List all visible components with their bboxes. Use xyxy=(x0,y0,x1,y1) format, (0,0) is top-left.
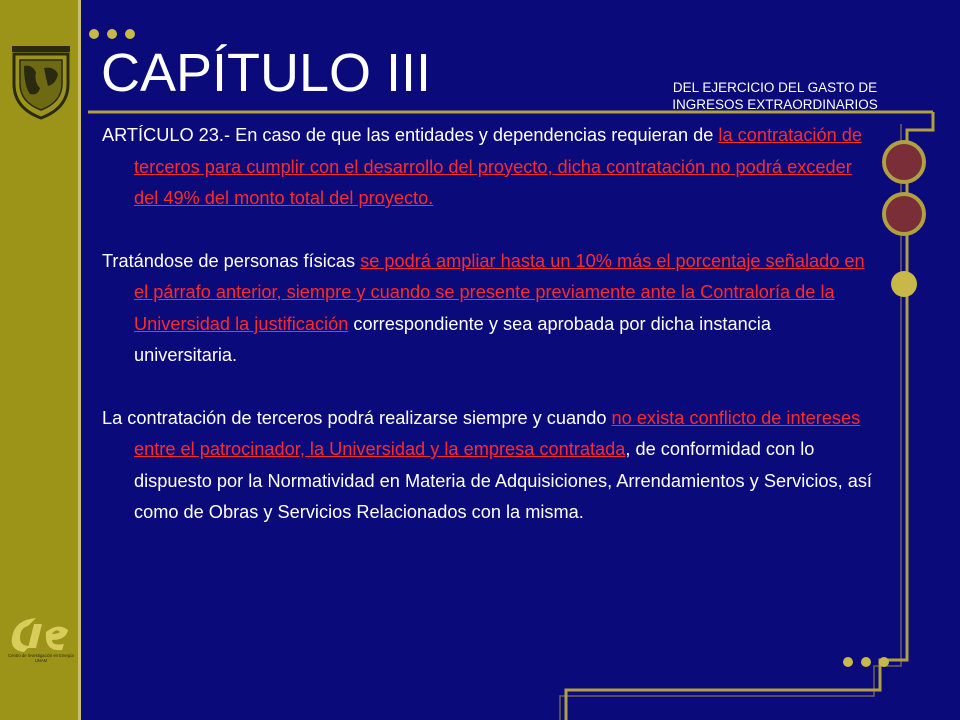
decorative-dot xyxy=(891,271,917,297)
subtitle-line: DEL EJERCICIO DEL GASTO DE xyxy=(672,80,878,95)
decorative-dot xyxy=(843,657,853,667)
paragraph-text: La contratación de terceros podrá realizarse siempre y cuando xyxy=(102,407,612,428)
decorative-circle xyxy=(882,192,926,236)
highlighted-text: no exista conflicto de intereses entre el patrocinador, la Universidad y la empresa contratada xyxy=(134,407,861,459)
slide-body xyxy=(102,120,872,560)
paragraph-personas-fisicas xyxy=(102,246,872,372)
decorative-dot xyxy=(89,29,99,39)
slide-subtitle xyxy=(640,79,910,113)
highlighted-text: se podrá ampliar hasta un 10% más el porcentaje señalado en el párrafo anterior, siempre y cuando se presente previamente ante la Contraloría de la Universidad la justificación xyxy=(134,250,865,334)
paragraph-contratacion-terceros xyxy=(102,403,872,529)
subtitle-line: INGRESOS EXTRAORDINARIOS xyxy=(672,97,878,112)
highlighted-text: la contratación de terceros para cumplir con el desarrollo del proyecto, dicha contratación no podrá exceder del 49% del monto total del proyecto. xyxy=(134,125,862,208)
paragraph-text: Tratándose de personas físicas xyxy=(102,250,361,271)
decorative-dot xyxy=(125,29,135,39)
paragraph-articulo-23 xyxy=(102,120,872,215)
decorative-circle xyxy=(882,140,926,184)
decorative-dot xyxy=(107,29,117,39)
paragraph-text: correspondiente y sea aprobada por dicha instancia universitaria. xyxy=(134,313,771,365)
svg-text:Centro de Investigación en Ene: Centro de Investigación en Energía xyxy=(8,653,74,658)
svg-text:UNAM: UNAM xyxy=(34,658,48,663)
paragraph-text: , de conformidad con lo dispuesto por la Normatividad en Materia de Adquisiciones, Arrendamientos y Servicios, así como de Obras y Servicios Relacionados con la misma. xyxy=(134,439,872,522)
decorative-dot xyxy=(879,657,889,667)
paragraph-text: ARTÍCULO 23.- En caso de que las entidades y dependencias requieran de xyxy=(102,125,719,145)
slide-title: CAPÍTULO III xyxy=(101,43,432,103)
decorative-dot xyxy=(861,657,871,667)
